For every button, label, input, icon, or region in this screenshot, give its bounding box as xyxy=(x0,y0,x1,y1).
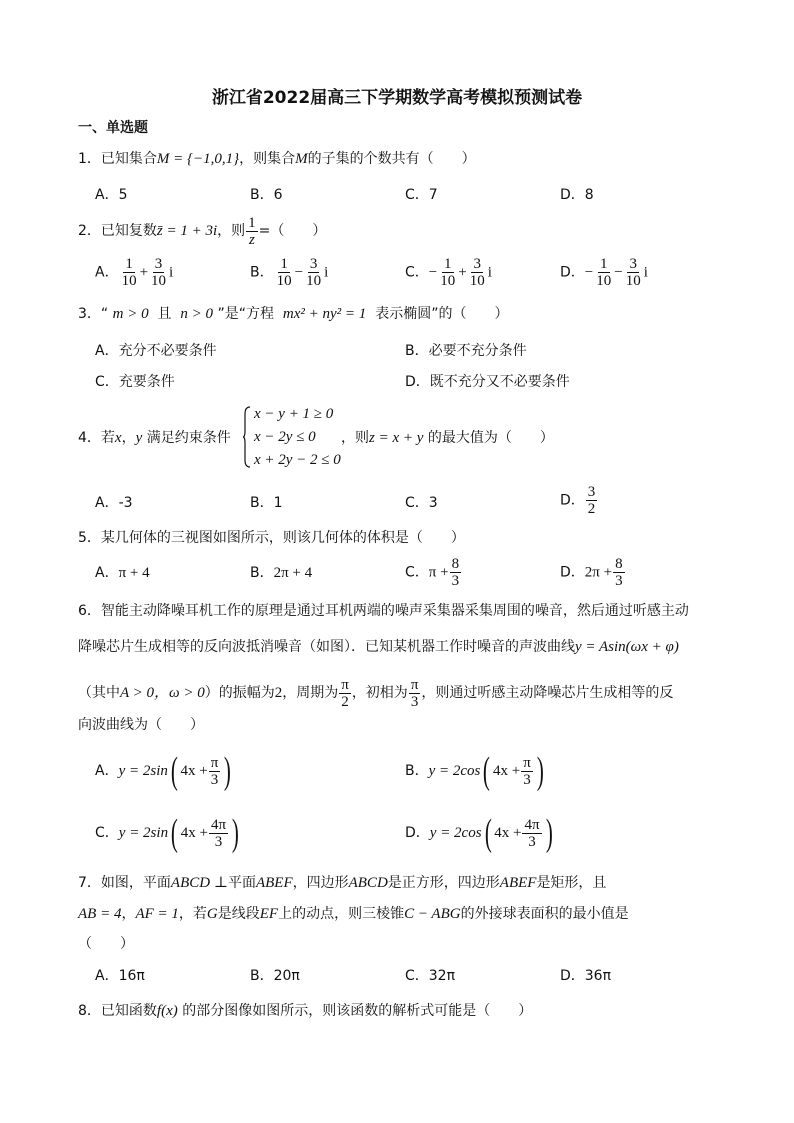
q3-option-a: A．充分不必要条件 xyxy=(95,343,217,359)
q5-option-b: B．2π + 4 xyxy=(250,565,313,581)
q2-option-d: D．− $\frac{1}{10}$ − $\frac{3}{10}$ i xyxy=(560,256,648,289)
q6-option-a: A．y = 2sin( 4x + $\frac{\pi}{3}$ ) xyxy=(95,750,232,792)
question-6-line-2: 降噪芯片生成相等的反向波抵消噪音（如图）．已知某机器工作时噪音的声波曲线y = Asin(ωx + φ) xyxy=(78,639,679,655)
question-3-stem: 3．“ m > 0 且 n > 0 ”是“方程 mx² + ny² = 1 表示椭圆”的（ ） xyxy=(78,306,509,322)
question-6-line-3: （其中A > 0，ω > 0）的振幅为2，周期为 $\frac{\pi}{2}$ ，初相为 $\frac{\pi}{3}$ ，则通过听感主动降噪芯片生成相等的反 xyxy=(78,676,674,710)
q4-option-d: D． $\frac{3}{2}$ xyxy=(560,484,596,517)
constraint-1: x − y + 1 ≥ 0 xyxy=(254,406,334,422)
question-1-stem: 1．已知集合M = {−1,0,1}，则集合M的子集的个数共有（ ） xyxy=(78,151,476,167)
q4-option-a: A．-3 xyxy=(95,495,133,511)
q3-option-b: B．必要不充分条件 xyxy=(405,343,527,359)
q4-option-b: B．1 xyxy=(250,495,283,511)
q6-option-d: D．y = 2cos( 4x + $\frac{4\pi}{3}$ ) xyxy=(405,812,553,854)
q2-option-a: A． $\frac{1}{10}$ + $\frac{3}{10}$ i xyxy=(95,256,174,289)
question-5-stem: 5．某几何体的三视图如图所示，则该几何体的体积是（ ） xyxy=(78,530,465,546)
q1-option-b: B．6 xyxy=(250,187,283,203)
constraint-2: x − 2y ≤ 0 xyxy=(254,429,316,445)
q7-option-a: A．16π xyxy=(95,968,145,984)
q3-option-d: D．既不充分又不必要条件 xyxy=(405,374,570,390)
constraint-brace xyxy=(243,406,251,468)
q5-option-c: C．π + $\frac{8}{3}$ xyxy=(405,556,460,589)
question-4-stem-right: ，则z = x + y 的最大值为（ ） xyxy=(341,430,554,446)
q4-option-c: C．3 xyxy=(405,495,438,511)
question-6-line-4: 向波曲线为（ ） xyxy=(78,717,204,733)
q5-option-a: A．π + 4 xyxy=(95,565,150,581)
page-title: 浙江省2022届高三下学期数学高考模拟预测试卷 xyxy=(211,88,583,108)
q7-option-c: C．32π xyxy=(405,968,456,984)
section-heading: 一、单选题 xyxy=(78,120,148,136)
q2-option-b: B． $\frac{1}{10}$ − $\frac{3}{10}$ i xyxy=(250,256,329,289)
q6-option-c: C．y = 2sin( 4x + $\frac{4\pi}{3}$ ) xyxy=(95,812,239,854)
q5-option-d: D．2π + $\frac{8}{3}$ xyxy=(560,556,623,589)
question-8-stem: 8．已知函数f(x) 的部分图像如图所示，则该函数的解析式可能是（ ） xyxy=(78,1003,533,1019)
q2-option-c: C．− $\frac{1}{10}$ + $\frac{3}{10}$ i xyxy=(405,256,492,289)
question-7-line-3: （ ） xyxy=(78,936,134,952)
question-4-stem-left: 4．若x，y 满足约束条件 xyxy=(78,430,231,446)
constraint-3: x + 2y − 2 ≤ 0 xyxy=(254,452,341,468)
q7-option-d: D．36π xyxy=(560,968,612,984)
q3-option-c: C．充要条件 xyxy=(95,374,175,390)
q1-option-d: D．8 xyxy=(560,187,594,203)
question-7-line-2: AB = 4，AF = 1，若G是线段EF上的动点，则三棱锥C − ABG的外接球表面积的最小值是 xyxy=(78,906,629,922)
question-2-stem: 2．已知复数z̄ = 1 + 3i，则 $\frac{1}{z}$ =（ ） xyxy=(78,214,327,248)
question-7-line-1: 7．如图，平面ABCD ⊥平面ABEF，四边形ABCD是正方形，四边形ABEF是矩形，且 xyxy=(78,875,607,891)
question-6-line-1: 6．智能主动降噪耳机工作的原理是通过耳机两端的噪声采集器采集周围的噪音，然后通过听感主动 xyxy=(78,603,689,619)
q1-option-c: C．7 xyxy=(405,187,438,203)
q6-option-b: B．y = 2cos( 4x + $\frac{\pi}{3}$ ) xyxy=(405,750,544,792)
q1-option-a: A．5 xyxy=(95,187,128,203)
q7-option-b: B．20π xyxy=(250,968,300,984)
